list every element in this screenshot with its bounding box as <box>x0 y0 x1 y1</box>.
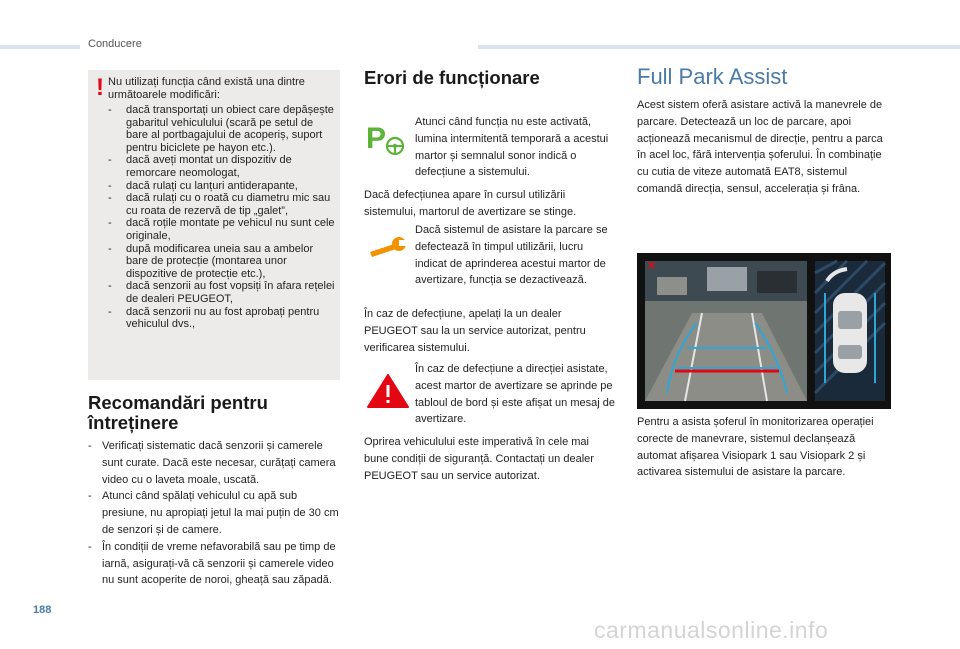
watermark: carmanualsonline.info <box>594 617 829 643</box>
maintenance-list <box>88 438 340 589</box>
list-item: - Verificați sistematic dacă senzorii și camerele sunt curate. Dacă este necesar, curățați camera video cu o laveta moale, uscată. <box>88 438 340 488</box>
errors-paragraph: Oprirea vehiculului este imperativă în cele mai bune condiții de siguranță. Contactați un dealer PEUGEOT sau un service autorizat. <box>364 436 594 482</box>
list-item: - În condiții de vreme nefavorabilă sau pe timp de iarnă, asigurați-vă că senzorii și camerele video nu sunt acoperite de noroi, gheață sau zăpadă. <box>88 539 340 589</box>
svg-text:P: P <box>366 122 387 155</box>
full-park-assist-title: Full Park Assist <box>637 64 788 89</box>
list-item: - dacă roțile montate pe vehicul nu sunt cele originale, <box>108 217 338 242</box>
wrench-icon <box>366 232 410 272</box>
exclamation-icon: ! <box>96 74 104 101</box>
errors-paragraph: În caz de defecțiune a direcției asistate, acest martor de avertizare se aprinde pe tabloul de bord și este afișat un mesaj de avertizare. <box>415 363 615 426</box>
list-item: - dacă rulați cu o roată cu diametru mic sau cu roata de rezervă de tip „galet”, <box>108 192 338 217</box>
list-item: - dacă aveți montat un dispozitiv de remorcare neomologat, <box>108 154 338 179</box>
errors-paragraph: În caz de defecțiune, apelați la un dealer PEUGEOT sau la un service autorizat, pentru verificarea sistemului. <box>364 308 586 354</box>
park-assist-screen-image <box>637 253 891 409</box>
full-park-assist-description: Acest sistem oferă asistare activă la manevrele de parcare. Detectează un loc de parcare, apoi acționează mecanismul de direcție, pentru a parca în acel loc, fără intervenția șoferului. În combinație cu cutia de viteze automată EAT8, sistemul comandă direcția, sensul, accelerația și frâna. <box>637 99 883 195</box>
errors-paragraph: Atunci când funcția nu este activată, lumina intermitentă temporară a acestui martor și semnalul sonor indică o defecțiune a sistemului. <box>415 116 609 179</box>
errors-paragraph: Dacă defecțiunea apare în cursul utilizării sistemului, martorul de avertizare se stinge. <box>364 189 577 218</box>
svg-text:✕: ✕ <box>647 260 657 272</box>
list-item: - dacă transportați un obiect care depășește gabaritul vehiculului (scară pe setul de bare al portbagajului de acoperiș, suport pentru biciclete pe hayon etc.). <box>108 104 338 154</box>
park-steering-icon <box>364 118 408 158</box>
errors-paragraph: Dacă sistemul de asistare la parcare se defectează în timpul utilizării, lucru indicat de aprinderea acestui martor de avertizare, funcția se dezactivează. <box>415 224 608 287</box>
list-item: - după modificarea uneia sau a ambelor bare de protecție (montarea unor dispozitive de protecție etc.), <box>108 243 338 281</box>
maintenance-title: Recomandări pentru întreținere <box>88 392 268 433</box>
section-header: Conducere <box>88 38 142 50</box>
list-item: - dacă rulați cu lanțuri antiderapante, <box>108 180 338 193</box>
list-item: - dacă senzorii nu au fost aprobați pentru vehiculul dvs., <box>108 306 338 331</box>
warning-list <box>108 104 338 331</box>
full-park-assist-caption: Pentru a asista șoferul în monitorizarea operației corecte de manevrare, sistemul declanșează automat afișarea Visiopark 1 sau Visiopark 2 și activarea sistemului de asistare la parcare. <box>637 416 874 479</box>
errors-title: Erori de funcționare <box>364 67 540 88</box>
header-bar-right <box>478 45 960 49</box>
list-item: - dacă senzorii au fost vopsiți în afara rețelei de dealeri PEUGEOT, <box>108 280 338 305</box>
page-number: 188 <box>33 604 52 616</box>
header-bar-left <box>0 45 80 49</box>
warning-intro: Nu utilizați funcția când există una dintre următoarele modificări: <box>108 76 305 101</box>
list-item: - Atunci când spălați vehiculul cu apă sub presiune, nu apropiați jetul la mai puțin de 30 cm de senzori și de camere. <box>88 488 340 538</box>
warning-box <box>88 70 340 380</box>
warning-triangle-icon <box>366 373 410 413</box>
